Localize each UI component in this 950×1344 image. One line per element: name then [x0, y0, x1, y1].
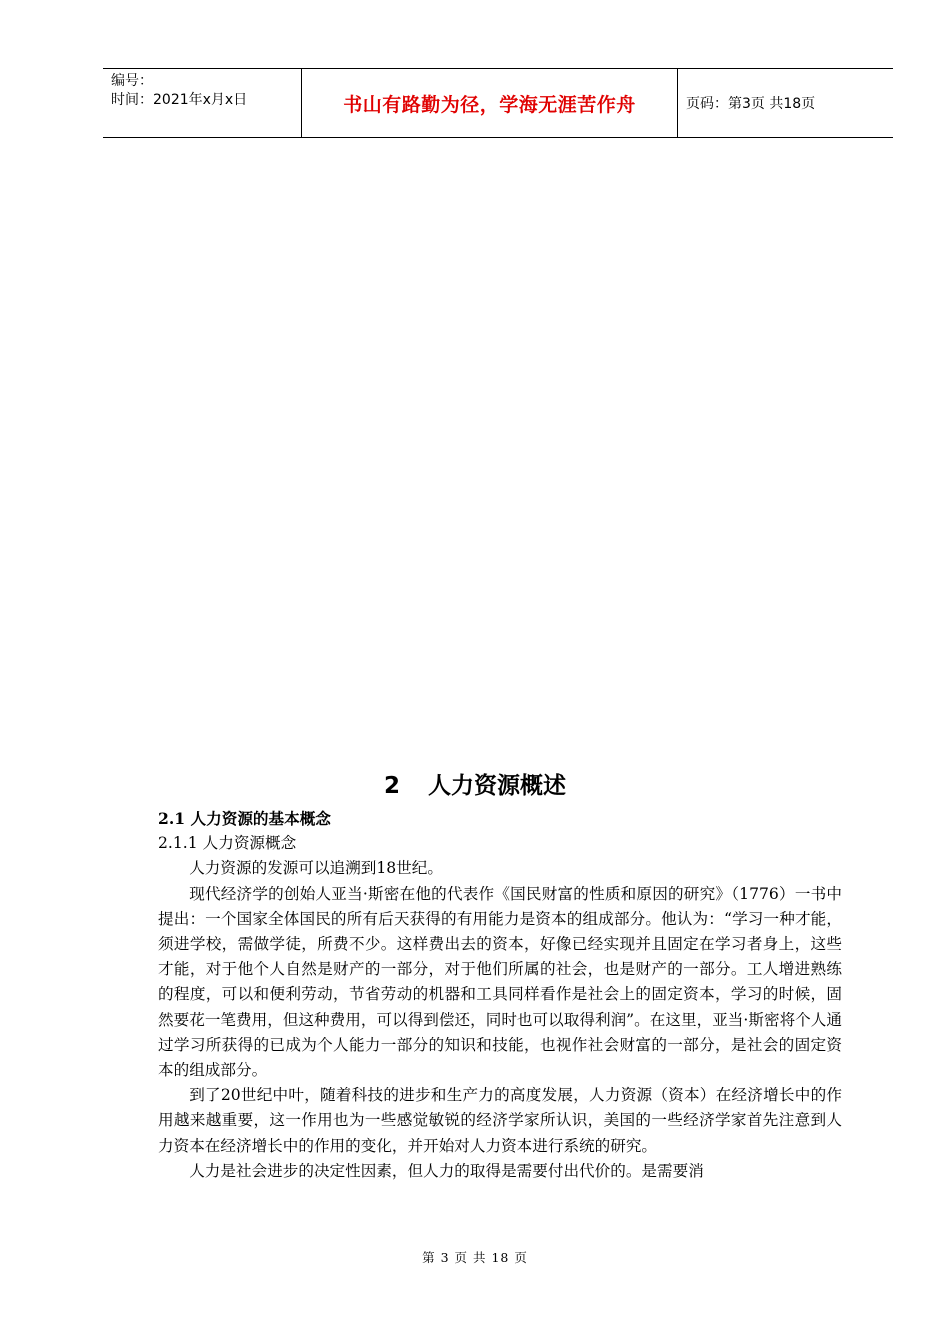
chapter-title-text: 人力资源概述: [428, 773, 566, 799]
subsection-heading: 2.1.1 人力资源概念: [158, 834, 297, 853]
time-label: 时间：2021年x月x日: [111, 92, 248, 108]
document-header: [103, 68, 893, 138]
chapter-title: [0, 767, 950, 800]
paragraph: 现代经济学的创始人亚当·斯密在他的代表作《国民财富的性质和原因的研究》（1776）一书中提出：一个国家全体国民的所有后天获得的有用能力是资本的组成部分。他认为：“学习一种才能，须进学校，需做学徒，所费不少。这样费出去的资本，好像已经实现并且固定在学习者身上，这些才能，对于他个人自然是财产的一部分，对于他们所属的社会，也是财产的一部分。工人增进熟练的程度，可以和便利劳动，节省劳动的机器和工具同样看作是社会上的固定资本，学习的时候，固然要花一笔费用，但这种费用，可以得到偿还，同时也可以取得利润”。在这里，亚当·斯密将个人通过学习所获得的已成为个人能力一部分的知识和技能，也视作社会财富的一部分，是社会的固定资本的组成部分。: [158, 884, 842, 1080]
paragraph: 人力是社会进步的决定性因素，但人力的取得是需要付出代价的。是需要消: [189, 1161, 704, 1180]
paragraph: 到了20世纪中叶，随着科技的进步和生产力的高度发展，人力资源（资本）在经济增长中的作用越来越重要，这一作用也为一些感觉敏锐的经济学家所认识，美国的一些经济学家首先注意到人力资本在经济增长中的作用的变化，并开始对人力资本进行系统的研究。: [158, 1086, 842, 1155]
header-page-label: 页码：第3页 共18页: [686, 96, 816, 112]
header-info-cell: [103, 69, 302, 137]
chapter-number: 2: [383, 773, 400, 799]
number-label: 编号：: [111, 73, 153, 89]
header-motto: 书山有路勤为径，学海无涯苦作舟: [302, 69, 678, 137]
section-heading: 2.1 人力资源的基本概念: [158, 809, 331, 828]
paragraph: 人力资源的发源可以追溯到18世纪。: [189, 859, 443, 878]
page-footer: 第 3 页 共 18 页: [422, 1250, 528, 1265]
body-content: [158, 806, 842, 1184]
